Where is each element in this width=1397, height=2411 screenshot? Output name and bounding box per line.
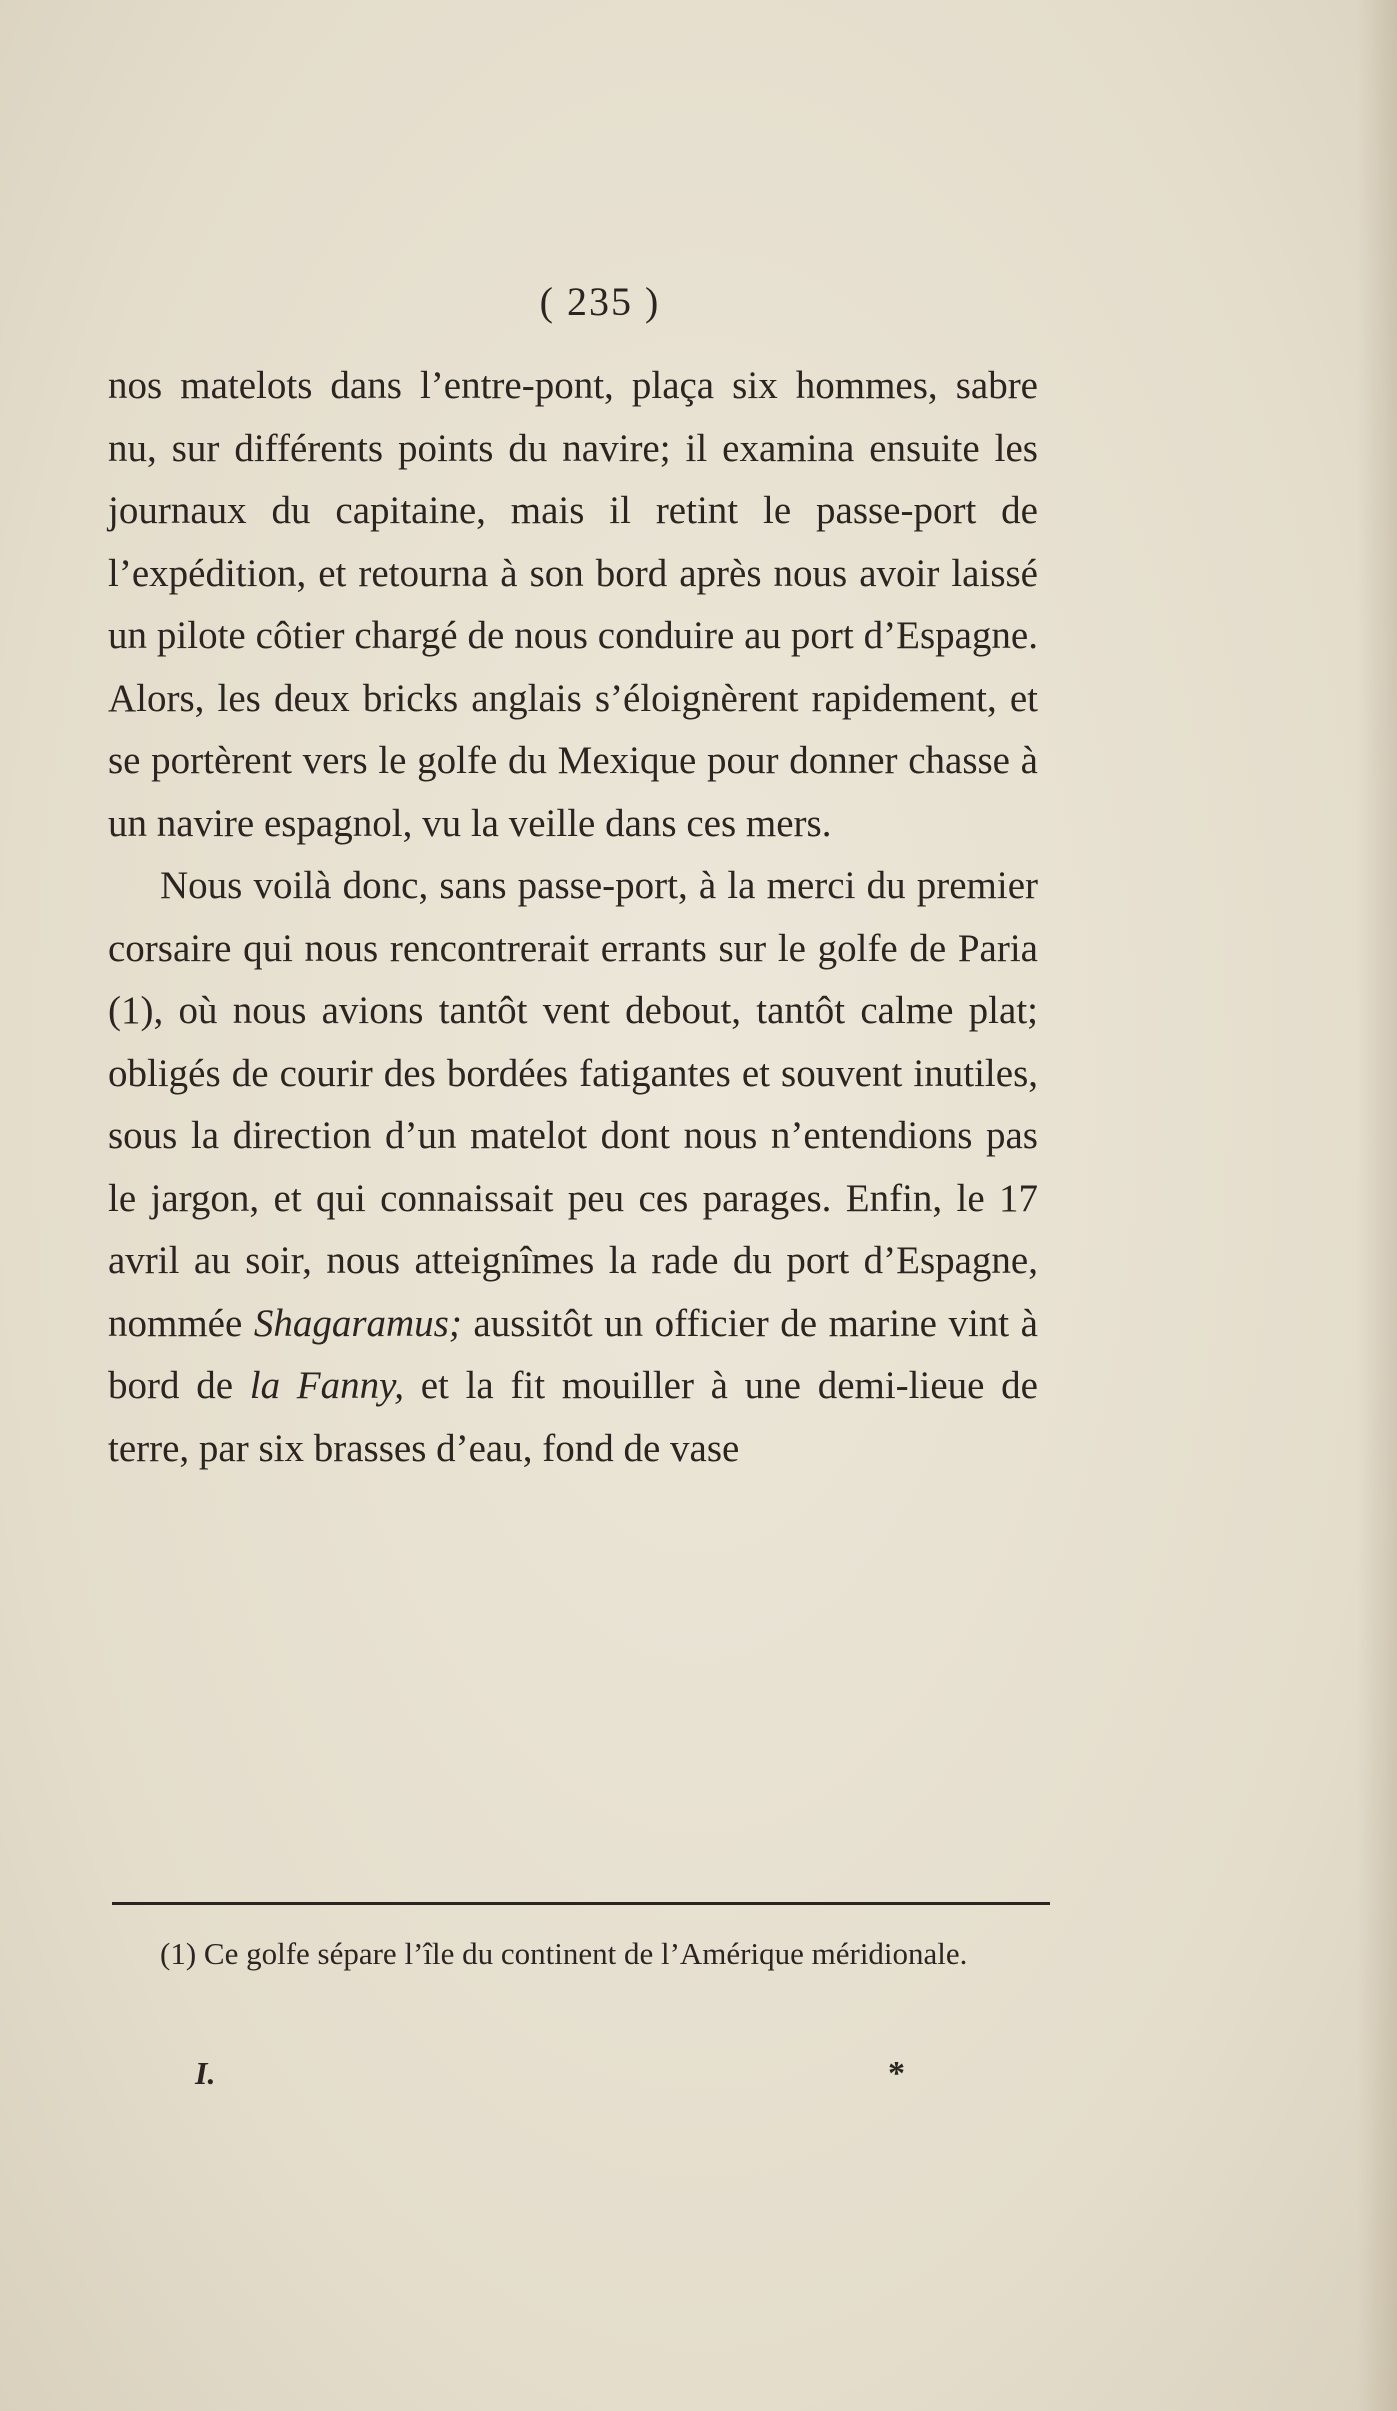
paragraph-2 bbox=[108, 855, 1038, 1480]
signature-mark: I. bbox=[195, 2055, 216, 2091]
place-name-shagaramus: Shagaramus; bbox=[253, 1301, 462, 1345]
footnote-text: (1) Ce golfe sépare l’île du continent de l’Amérique méridionale. bbox=[160, 1936, 968, 1971]
ship-name-fanny: la Fanny, bbox=[249, 1364, 405, 1407]
paragraph-1: nos matelots dans l’entre-pont, plaça six hommes, sabre nu, sur différents points du navire; il examina ensuite les journaux du capitaine, mais il retint le passe-port de l’expédition, et retourna à son bord après nous avoir laissé un pilote côtier chargé de nous conduire au port d’Espagne. Alors, les deux bricks anglais s’éloignèrent rapidement, et se portèrent vers le golfe du Mexique pour donner chasse à un navire espagnol, vu la veille dans ces mers. bbox=[108, 364, 1038, 845]
paragraph-2-part-1: Nous voilà donc, sans passe-port, à la merci du premier corsaire qui nous rencontrerait errants sur le golfe de Paria (1), où nous avions tantôt vent debout, tantôt calme plat; obligés de courir des bordées fatigantes et souvent inutiles, sous la direction d’un matelot dont nous n’entendions pas le jargon, et qui connaissait peu ces parages. Enfin, le 17 avril au soir, nous atteignîmes la rade du port d’Espagne, nommée bbox=[108, 864, 1038, 1345]
footnote bbox=[112, 1930, 1052, 1977]
footnote-rule bbox=[112, 1902, 1050, 1905]
paragraph-2-part-2: aussitôt un officier de marine vint à bord de bbox=[108, 1301, 1038, 1407]
body-text bbox=[108, 355, 1038, 1480]
paragraph-2-part-3: et la fit mouiller à une demi-lieue de terre, par six brasses d’eau, fond de vase bbox=[108, 1364, 1038, 1470]
page-number: ( 235 ) bbox=[539, 279, 661, 324]
asterisk-mark: * bbox=[888, 2055, 905, 2092]
